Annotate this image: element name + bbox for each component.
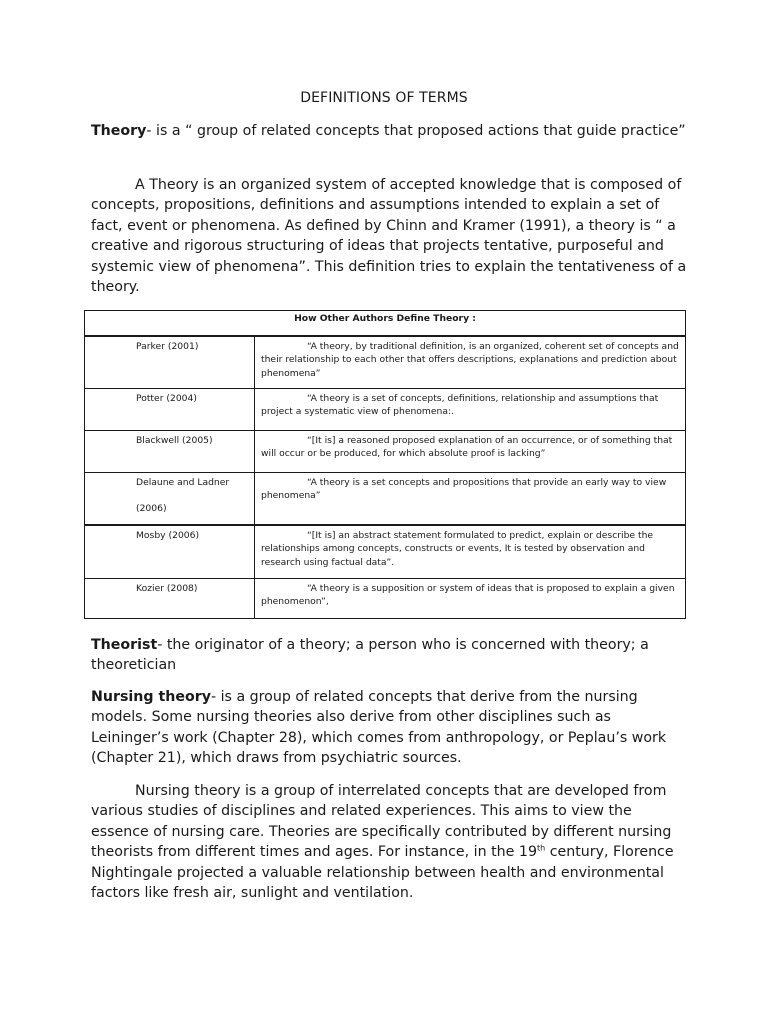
definition-cell — [255, 336, 686, 389]
definition-text: “A theory is a set concepts and propositions that provide an early way to view phenomena” — [261, 477, 667, 502]
theory-term: Theory — [91, 123, 147, 139]
nursing-paragraph-text-b: century, Florence Nightingale projected a valuable relationship between health and environmental factors like fresh air, sunlight and ventilation. — [91, 844, 674, 902]
author-cell: Kozier (2008) — [85, 579, 255, 619]
definition-cell — [255, 431, 686, 473]
definition-text: “A theory is a set of concepts, definitions, relationship and assumptions that project a systematic view of phenomena:. — [261, 393, 659, 418]
nursing-theory-paragraph — [91, 781, 691, 903]
author-cell — [85, 473, 255, 526]
definition-cell — [255, 389, 686, 431]
theorist-definition — [91, 635, 691, 676]
page-title: DEFINITIONS OF TERMS — [300, 90, 468, 106]
definition-text: “[It is] an abstract statement formulated to predict, explain or describe the relationships among concepts, constructs or events, It is tested by observation and research using factual data”. — [261, 530, 654, 568]
table-row — [85, 525, 686, 579]
definition-cell — [255, 473, 686, 526]
superscript-th: th — [536, 843, 546, 853]
definition-text: “A theory, by traditional definition, is an organized, coherent set of concepts and their relationship to each other that offers descriptions, explanations and prediction about phenomena” — [261, 341, 679, 379]
author-name: Delaune and Ladner — [136, 477, 230, 488]
theory-definition-text: - is a “ group of related concepts that proposed actions that guide practice” — [146, 123, 686, 139]
table-row — [85, 336, 686, 389]
nursing-paragraph-text-a: Nursing theory is a group of interrelated concepts that are developed from various studies of disciplines and related experiences. This aims to view the essence of nursing care. Theories are specifically contributed by different nursing theorists from different times and ages. For instance, in the 19 — [91, 783, 672, 861]
theory-definition — [91, 121, 691, 141]
author-cell: Parker (2001) — [85, 336, 255, 389]
author-cell: Mosby (2006) — [85, 525, 255, 579]
table-row — [85, 389, 686, 431]
theorist-term: Theorist — [91, 637, 158, 653]
authors-table — [84, 310, 686, 619]
nursing-theory-definition-text: - is a group of related concepts that derive from the nursing models. Some nursing theories also derive from other disciplines such as Leininger’s work (Chapter 28), which comes from anthropology, or Peplau’s work (Chapter 21), which draws from psychiatric sources. — [91, 689, 667, 767]
nursing-theory-definition — [91, 687, 691, 769]
author-cell: Potter (2004) — [85, 389, 255, 431]
author-year: (2006) — [136, 503, 167, 515]
theorist-definition-text: - the originator of a theory; a person who is concerned with theory; a theoretician — [91, 637, 649, 674]
table-row — [85, 473, 686, 526]
table-row — [85, 431, 686, 473]
definition-cell — [255, 579, 686, 619]
table-row — [85, 579, 686, 619]
author-cell: Blackwell (2005) — [85, 431, 255, 473]
definition-cell — [255, 525, 686, 579]
nursing-theory-term: Nursing theory — [91, 689, 211, 705]
table-header: How Other Authors Define Theory : — [85, 311, 686, 337]
definition-text: “A theory is a supposition or system of ideas that is proposed to explain a given phenomenon”, — [261, 583, 675, 608]
theory-paragraph: A Theory is an organized system of accepted knowledge that is composed of concepts, propositions, definitions and assumptions intended to explain a set of fact, event or phenomena. As defined by Chinn and Kramer (1991), a theory is “ a creative and rigorous structuring of ideas that projects tentative, purposeful and systemic view of phenomena”. This definition tries to explain the tentativeness of a theory. — [91, 177, 687, 296]
definition-text: “[It is] a reasoned proposed explanation of an occurrence, or of something that will occur or be produced, for which absolute proof is lacking” — [261, 435, 673, 460]
